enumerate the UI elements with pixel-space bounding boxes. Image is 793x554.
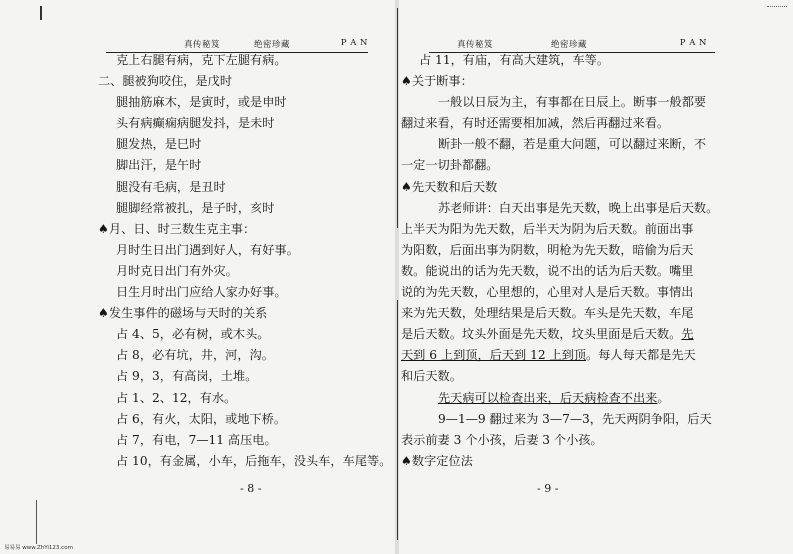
text-line — [401, 282, 694, 303]
line-text: 腿抽筋麻木，是寅时，或是申时 — [116, 95, 287, 110]
header-mark: P A N — [679, 38, 707, 48]
line-text: 腿发热，是巳时 — [116, 137, 202, 152]
line-text: ♠先天数和后天数 — [401, 179, 498, 194]
text-line — [401, 451, 691, 472]
text-line — [401, 345, 696, 366]
page-number: - 9 - — [537, 482, 559, 495]
text-line — [98, 451, 398, 472]
line-text: 9—1—9 翻过来为 3—7—3，先天两阴争阳，后天 — [438, 411, 712, 426]
line-text: 占 8，必有坑，井，河，沟。 — [116, 348, 274, 363]
underlined-text: 先天病可以检查出来，后天病检查不出来 — [438, 390, 658, 405]
text-line — [98, 303, 398, 324]
text-line — [98, 50, 398, 71]
line-text-tail: 。每人每天都是先天 — [586, 348, 696, 363]
line-text: 断卦一般不翻，若是重大问题，可以翻过来断，不 — [438, 137, 707, 152]
text-line — [401, 177, 691, 198]
site-watermark: 易易易 www.ZhYi123.com — [4, 545, 73, 551]
line-text: 腿脚经常被扎，是子时，亥时 — [116, 200, 275, 215]
line-text: 来为先天数，处理结果是后天数。车头是先天数，车尾 — [401, 306, 694, 321]
text-line — [98, 177, 398, 198]
line-text: 占 10，有金属，小车，后拖车，没头车，车尾等。 — [116, 453, 392, 468]
text-line — [98, 113, 398, 134]
line-text: 占 4、5，必有树，或木头。 — [116, 327, 270, 342]
text-line — [98, 92, 398, 113]
text-line — [98, 71, 398, 92]
line-text: 苏老师讲：白天出事是先天数，晚上出事是后天数。 — [438, 200, 719, 215]
line-text: 占 9，3，有高岗，土堆。 — [116, 369, 258, 384]
line-text-tail: 。 — [657, 390, 670, 405]
text-line — [98, 261, 398, 282]
line-text: 为阳数，后面出事为阴数，明枪为先天数，暗偷为后天 — [401, 242, 694, 257]
text-line — [401, 430, 691, 451]
header-title-center: 绝密珍藏 — [254, 40, 291, 50]
text-line — [401, 92, 707, 113]
text-line — [98, 366, 398, 387]
text-line — [401, 50, 691, 71]
line-text: 日生月时出门应给人家办好事。 — [116, 285, 287, 300]
line-text: 腿没有毛病，是丑时 — [116, 179, 226, 194]
page-number: - 8 - — [240, 482, 262, 495]
text-line — [401, 388, 691, 409]
header-title-left: 真传秘笈 — [184, 40, 221, 50]
line-text: 克上右腿有病，克下左腿有病。 — [116, 53, 287, 67]
text-line — [401, 366, 691, 387]
line-text: 头有病癫痫病腿发抖，是未时 — [116, 116, 275, 131]
page-body — [98, 50, 398, 472]
text-line — [98, 134, 398, 155]
text-line — [98, 388, 398, 409]
line-text: 二、腿被狗咬住，是戊时 — [98, 74, 233, 89]
text-line — [98, 155, 398, 176]
text-line — [98, 240, 398, 261]
text-line — [98, 219, 398, 240]
underlined-text: 先 — [681, 327, 694, 342]
line-text: 一定一切卦都翻。 — [401, 158, 499, 173]
line-text: 占 6，有火，太阳，或地下桥。 — [116, 411, 287, 426]
line-text: ♠数字定位法 — [401, 453, 473, 468]
text-line — [401, 303, 694, 324]
underlined-text: 天到 6 上到顶，后天到 12 上到顶 — [401, 348, 587, 363]
line-text: ♠关于断事： — [401, 74, 473, 89]
text-line — [98, 198, 398, 219]
text-line — [98, 409, 398, 430]
line-text: 占 1、2、12，有水。 — [116, 390, 237, 405]
text-line — [401, 134, 707, 155]
right-page — [397, 0, 793, 554]
text-line — [401, 198, 719, 219]
line-text: 数。能说出的话为先天数，说不出的话为后天数。嘴里 — [401, 263, 694, 278]
header-title-left: 真传秘笈 — [457, 40, 494, 50]
page-body — [401, 50, 719, 472]
line-text: 占 11，有庙，有高大建筑，车等。 — [419, 53, 610, 67]
line-text: 月时生日出门遇到好人，有好事。 — [116, 242, 299, 257]
line-text: 月时克日出门有外灾。 — [116, 263, 238, 278]
line-text: 翻过来看，有时还需要相加减，然后再翻过来看。 — [401, 116, 670, 131]
text-line — [401, 261, 694, 282]
line-text: 一般以日辰为主，有事都在日辰上。断事一般都要 — [438, 95, 707, 110]
text-line — [401, 113, 691, 134]
line-text: 表示前妻 3 个小孩，后妻 3 个小孩。 — [401, 432, 603, 447]
header-title-center: 绝密珍藏 — [551, 40, 588, 50]
line-text: 上半天为阳为先天数，后半天为阴为后天数。前面出事 — [401, 221, 694, 236]
line-text: 占 7，有电，7—11 高压电。 — [116, 432, 277, 447]
line-text: 脚出汗，是午时 — [116, 158, 202, 173]
text-line — [401, 219, 694, 240]
header-mark: P A N — [340, 38, 368, 48]
text-line — [98, 282, 398, 303]
line-text: ♠发生事件的磁场与天时的关系 — [98, 306, 268, 321]
line-text: ♠月、日、时三数生克主事： — [98, 221, 256, 236]
text-line — [401, 155, 691, 176]
text-line — [98, 324, 398, 345]
text-line — [401, 324, 694, 345]
line-text: 是后天数。坟头外面是先天数，坟头里面是后天数。 — [401, 327, 682, 342]
line-text: 说的为先天数，心里想的，心里对人是后天数。事情出 — [401, 285, 694, 300]
text-line — [98, 430, 398, 451]
text-line — [98, 345, 398, 366]
text-line — [401, 71, 691, 92]
line-text: 和后天数。 — [401, 369, 462, 384]
text-line — [401, 240, 694, 261]
text-line — [401, 409, 712, 430]
